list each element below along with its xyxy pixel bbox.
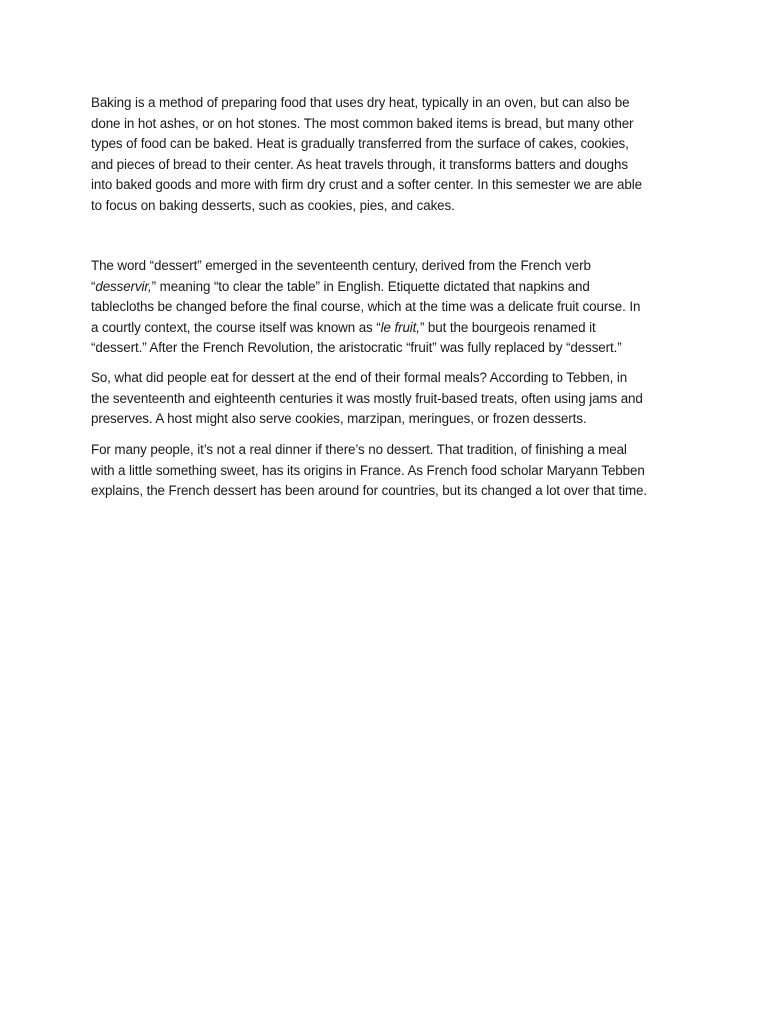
paragraph-line: For many people, it’s not a real dinner if there’s no dessert. That tradition, of finishing a meal [91, 442, 627, 457]
line-text: a courtly context, the course itself was known as “ [91, 319, 381, 335]
paragraph-line [91, 318, 691, 339]
italic-term-desservir: desservir, [95, 278, 152, 294]
paragraph-line: tablecloths be changed before the final course, which at the time was a delicate fruit course. In [91, 299, 641, 315]
paragraph-line: So, what did people eat for dessert at the end of their formal meals? According to Tebben, in [91, 370, 628, 385]
line-text: ” but the bourgeois renamed it [419, 319, 596, 335]
paragraph-line: the seventeenth and eighteenth centuries it was mostly fruit-based treats, often using jams and [91, 390, 643, 406]
paragraph-baking [91, 93, 691, 217]
paragraph-dessert-origin [91, 256, 691, 359]
paragraph-line [91, 277, 691, 298]
paragraph-line: Baking is a method of preparing food that uses dry heat, typically in an oven, but can also be [91, 95, 630, 110]
paragraph-line: and pieces of bread to their center. As heat travels through, it transforms batters and doughs [91, 156, 628, 172]
paragraph-line: types of food can be baked. Heat is gradually transferred from the surface of cakes, cookies, [91, 136, 629, 152]
paragraph-dessert-tradition [91, 440, 691, 502]
paragraph-line: done in hot ashes, or on hot stones. The most common baked items is bread, but many other [91, 115, 634, 131]
paragraph-line: The word “dessert” emerged in the seventeenth century, derived from the French verb [91, 258, 591, 273]
paragraph-line: with a little something sweet, has its origins in France. As French food scholar Maryann Tebben [91, 462, 645, 478]
paragraph-line: to focus on baking desserts, such as cookies, pies, and cakes. [91, 197, 455, 213]
paragraph-line: explains, the French dessert has been around for countries, but its changed a lot over that time. [91, 483, 648, 499]
paragraph-line: into baked goods and more with firm dry crust and a softer center. In this semester we are able [91, 177, 642, 193]
line-text: ” meaning “to clear the table” in English. Etiquette dictated that napkins and [151, 278, 590, 294]
open-quote: “ [91, 278, 96, 294]
paragraph-line: preserves. A host might also serve cookies, marzipan, meringues, or frozen desserts. [91, 411, 587, 427]
paragraph-line: “dessert.” After the French Revolution, the aristocratic “fruit” was fully replaced by “dessert.” [91, 340, 622, 356]
italic-term-le-fruit: le fruit, [380, 319, 420, 335]
paragraph-what-people-ate [91, 368, 691, 430]
